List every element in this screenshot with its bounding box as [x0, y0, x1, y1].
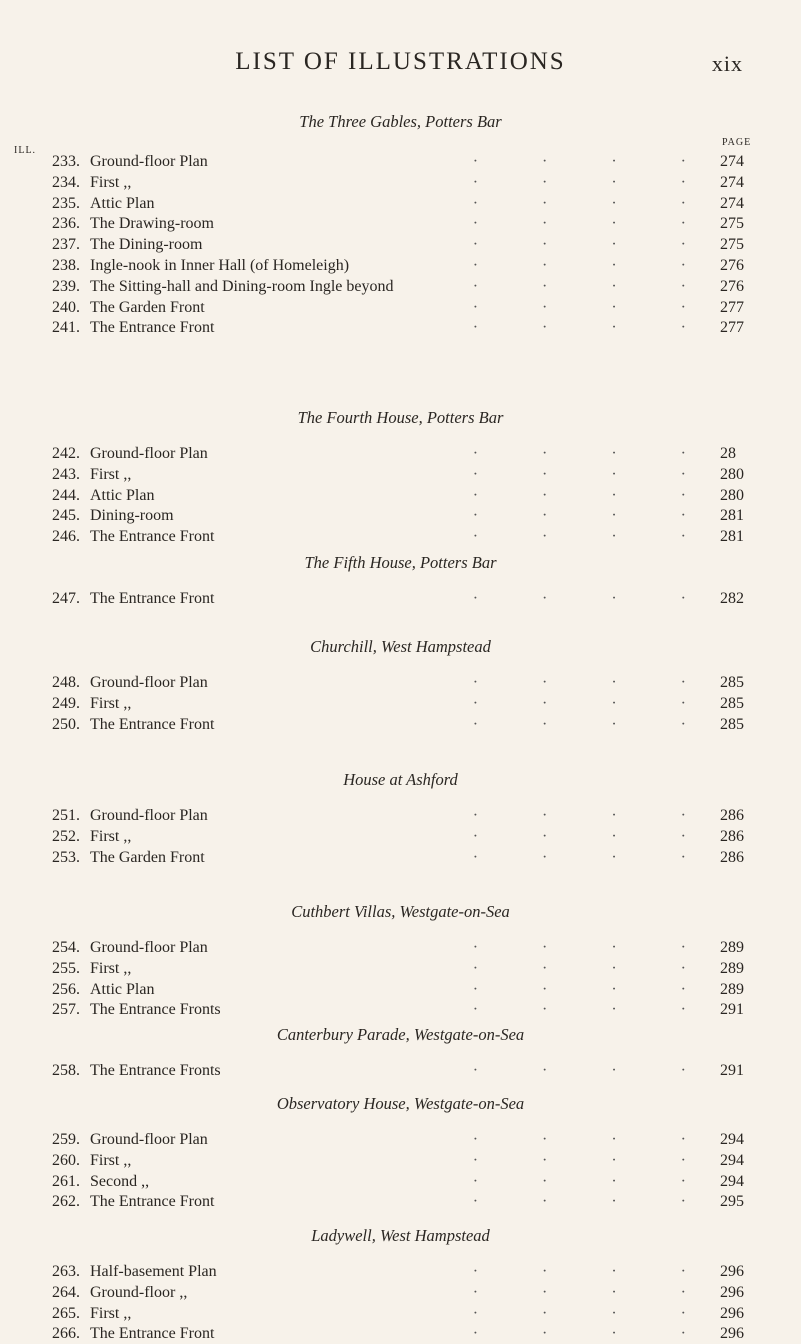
illustration-title: The Entrance Front	[90, 715, 215, 733]
page-reference: 28	[720, 445, 736, 462]
leader-dots: · · · ·	[472, 1131, 716, 1148]
list-item	[52, 1283, 760, 1303]
page-reference: 296	[720, 1304, 744, 1322]
illustration-title: Attic Plan	[90, 980, 155, 998]
leader-dots: · · · ·	[472, 715, 716, 733]
section-title: Churchill, West Hampstead	[310, 637, 491, 656]
list-item	[52, 806, 760, 826]
page-reference: 289	[720, 980, 744, 998]
illustration-title: The Entrance Fronts	[90, 1062, 221, 1079]
illustration-title: Second ,,	[90, 1172, 150, 1190]
illustration-title: The Entrance Front	[90, 590, 215, 607]
illustration-number: 234.	[52, 173, 80, 191]
list-item	[52, 214, 760, 234]
illustration-number: 245.	[52, 507, 80, 525]
illustration-number: 263.	[52, 1263, 80, 1280]
leader-dots: · · · ·	[472, 257, 716, 274]
list-item	[52, 444, 760, 464]
illustration-title: First ,,	[90, 959, 132, 977]
list-item	[52, 152, 760, 172]
illustration-number: 257.	[52, 1001, 80, 1019]
page-reference: 276	[720, 257, 744, 274]
illustration-number: 256.	[52, 980, 80, 998]
page-reference: 291	[720, 1062, 744, 1079]
illustration-title: First ,,	[90, 1304, 132, 1322]
illustration-number: 246.	[52, 528, 80, 546]
illustration-number: 240.	[52, 298, 80, 316]
illustration-number: 262.	[52, 1193, 80, 1211]
leader-dots: · · · ·	[472, 173, 716, 191]
illustration-number: 249.	[52, 694, 80, 712]
illustration-number: 253.	[52, 848, 80, 866]
leader-dots: · · · ·	[472, 1325, 716, 1343]
section-title: The Fifth House, Potters Bar	[304, 553, 497, 572]
list-item	[52, 506, 760, 526]
leader-dots: · · · ·	[472, 1172, 716, 1190]
page-reference: 277	[720, 298, 744, 316]
leader-dots: · · · ·	[472, 445, 716, 462]
illustration-title: First ,,	[90, 1151, 132, 1169]
page-reference: 296	[720, 1263, 744, 1280]
list-item	[52, 959, 760, 979]
illustration-number: 258.	[52, 1062, 80, 1079]
illustration-title: Ground-floor ,,	[90, 1283, 188, 1301]
list-item	[52, 715, 760, 735]
section-title: House at Ashford	[343, 770, 458, 789]
leader-dots: · · · ·	[472, 694, 716, 712]
list-item	[52, 235, 760, 255]
list-item	[52, 673, 760, 693]
list-item	[52, 318, 760, 338]
page-reference: 296	[720, 1325, 744, 1343]
page-reference: 275	[720, 215, 744, 233]
page-reference: 286	[720, 827, 744, 845]
illustration-number: 261.	[52, 1172, 80, 1190]
page-reference: 294	[720, 1131, 744, 1148]
list-item	[52, 1262, 760, 1282]
leader-dots: · · · ·	[472, 319, 716, 337]
illustration-title: Ground-floor Plan	[90, 153, 208, 170]
leader-dots: · · · ·	[472, 465, 716, 483]
illustration-number: 236.	[52, 215, 80, 233]
list-item	[52, 1061, 760, 1081]
page-number: xix	[711, 51, 743, 76]
illustration-title: The Entrance Front	[90, 528, 215, 546]
leader-dots: · · · ·	[472, 1151, 716, 1169]
leader-dots: · · · ·	[472, 236, 716, 254]
leader-dots: · · · ·	[472, 1001, 716, 1019]
list-item	[52, 1324, 760, 1344]
list-item	[52, 1192, 760, 1212]
leader-dots: · · · ·	[472, 1304, 716, 1322]
illustration-number: 241.	[52, 319, 80, 337]
illustration-number: 260.	[52, 1151, 80, 1169]
leader-dots: · · · ·	[472, 807, 716, 824]
illustration-title: Ground-floor Plan	[90, 674, 208, 691]
leader-dots: · · · ·	[472, 590, 716, 607]
list-item	[52, 980, 760, 1000]
illustration-title: First ,,	[90, 827, 132, 845]
leader-dots: · · · ·	[472, 1263, 716, 1280]
list-item	[52, 527, 760, 547]
page-reference: 274	[720, 153, 744, 170]
page-reference: 281	[720, 528, 744, 546]
list-item	[52, 277, 760, 297]
illustration-title: The Entrance Fronts	[90, 1001, 221, 1019]
page-reference: 280	[720, 486, 744, 504]
section-title: The Fourth House, Potters Bar	[297, 408, 504, 427]
illustration-number: 265.	[52, 1304, 80, 1322]
leader-dots: · · · ·	[472, 215, 716, 233]
illustration-number: 233.	[52, 153, 80, 170]
list-item	[52, 465, 760, 485]
illustration-number: 237.	[52, 236, 80, 254]
list-item	[52, 827, 760, 847]
illustration-title: Half-basement Plan	[90, 1263, 217, 1280]
page-reference: 285	[720, 674, 744, 691]
leader-dots: · · · ·	[472, 848, 716, 866]
illustration-number: 264.	[52, 1283, 80, 1301]
illustration-number: 266.	[52, 1325, 80, 1343]
illustration-title: Attic Plan	[90, 486, 155, 504]
illustration-title: First ,,	[90, 465, 132, 483]
illustration-number: 238.	[52, 257, 80, 274]
leader-dots: · · · ·	[472, 827, 716, 845]
page-reference: 277	[720, 319, 744, 337]
page-reference: 282	[720, 590, 744, 607]
illustration-title: The Sitting-hall and Dining-room Ingle beyond	[90, 277, 394, 295]
leader-dots: · · · ·	[472, 959, 716, 977]
page-reference: 295	[720, 1193, 744, 1211]
leader-dots: · · · ·	[472, 939, 716, 956]
illustration-number: 239.	[52, 277, 80, 295]
list-item	[52, 1130, 760, 1150]
page-reference: 280	[720, 465, 744, 483]
illustration-title: Ingle-nook in Inner Hall (of Homeleigh)	[90, 257, 350, 274]
leader-dots: · · · ·	[472, 1283, 716, 1301]
illustration-number: 259.	[52, 1131, 80, 1148]
illustration-number: 247.	[52, 590, 80, 607]
section-title: The Three Gables, Potters Bar	[299, 112, 502, 131]
list-item	[52, 194, 760, 214]
list-item	[52, 694, 760, 714]
illustration-title: The Drawing-room	[90, 215, 214, 233]
illustration-title: Dining-room	[90, 507, 174, 525]
illustration-title: First ,,	[90, 173, 132, 191]
leader-dots: · · · ·	[472, 194, 716, 212]
leader-dots: · · · ·	[472, 528, 716, 546]
page-reference: 286	[720, 807, 744, 824]
illustration-number: 235.	[52, 194, 80, 212]
illustration-title: The Garden Front	[90, 298, 205, 316]
illustration-number: 255.	[52, 959, 80, 977]
list-item	[52, 486, 760, 506]
list-item	[52, 1172, 760, 1192]
page-title: LIST OF ILLUSTRATIONS	[235, 48, 566, 75]
page-reference: 285	[720, 715, 744, 733]
illustration-number: 252.	[52, 827, 80, 845]
illustration-title: The Dining-room	[90, 236, 203, 254]
page-column-label: PAGE	[722, 137, 752, 148]
leader-dots: · · · ·	[472, 277, 716, 295]
page-reference: 286	[720, 848, 744, 866]
leader-dots: · · · ·	[472, 1193, 716, 1211]
list-item	[52, 256, 760, 276]
illustration-title: Ground-floor Plan	[90, 807, 208, 824]
illustration-number: 243.	[52, 465, 80, 483]
list-item	[52, 173, 760, 193]
leader-dots: · · · ·	[472, 486, 716, 504]
section-title: Cuthbert Villas, Westgate-on-Sea	[291, 902, 510, 921]
leader-dots: · · · ·	[472, 1062, 716, 1079]
list-item	[52, 298, 760, 318]
page-reference: 281	[720, 507, 744, 525]
page-reference: 294	[720, 1172, 744, 1190]
page-reference: 274	[720, 173, 744, 191]
page-header	[0, 48, 801, 88]
illustration-title: Attic Plan	[90, 194, 155, 212]
illustration-title: The Entrance Front	[90, 1325, 215, 1343]
page-reference: 276	[720, 277, 744, 295]
list-item	[52, 848, 760, 868]
page-reference: 296	[720, 1283, 744, 1301]
illustration-title: Ground-floor Plan	[90, 445, 208, 462]
section-title: Canterbury Parade, Westgate-on-Sea	[276, 1025, 525, 1044]
list-item	[52, 1304, 760, 1324]
list-item	[52, 589, 760, 609]
illustration-number: 242.	[52, 445, 80, 462]
list-item	[52, 1151, 760, 1171]
illustration-number: 254.	[52, 939, 80, 956]
page-reference: 285	[720, 694, 744, 712]
section-title: Observatory House, Westgate-on-Sea	[276, 1094, 525, 1113]
section-title: Ladywell, West Hampstead	[311, 1226, 490, 1245]
illustration-number: 248.	[52, 674, 80, 691]
leader-dots: · · · ·	[472, 674, 716, 691]
page-reference: 275	[720, 236, 744, 254]
illustration-number: 244.	[52, 486, 80, 504]
illustration-title: First ,,	[90, 694, 132, 712]
illustration-title: The Entrance Front	[90, 1193, 215, 1211]
leader-dots: · · · ·	[472, 507, 716, 525]
leader-dots: · · · ·	[472, 298, 716, 316]
page-reference: 289	[720, 939, 744, 956]
illustration-title: The Garden Front	[90, 848, 205, 866]
ill-column-label: ILL.	[14, 145, 37, 156]
list-item	[52, 1000, 760, 1020]
leader-dots: · · · ·	[472, 153, 716, 170]
list-item	[52, 938, 760, 958]
illustration-number: 250.	[52, 715, 80, 733]
page-reference: 289	[720, 959, 744, 977]
leader-dots: · · · ·	[472, 980, 716, 998]
illustration-title: Ground-floor Plan	[90, 1131, 208, 1148]
illustration-title: Ground-floor Plan	[90, 939, 208, 956]
page-reference: 294	[720, 1151, 744, 1169]
page-reference: 291	[720, 1001, 744, 1019]
illustration-title: The Entrance Front	[90, 319, 215, 337]
illustration-number: 251.	[52, 807, 80, 824]
page-reference: 274	[720, 194, 744, 212]
